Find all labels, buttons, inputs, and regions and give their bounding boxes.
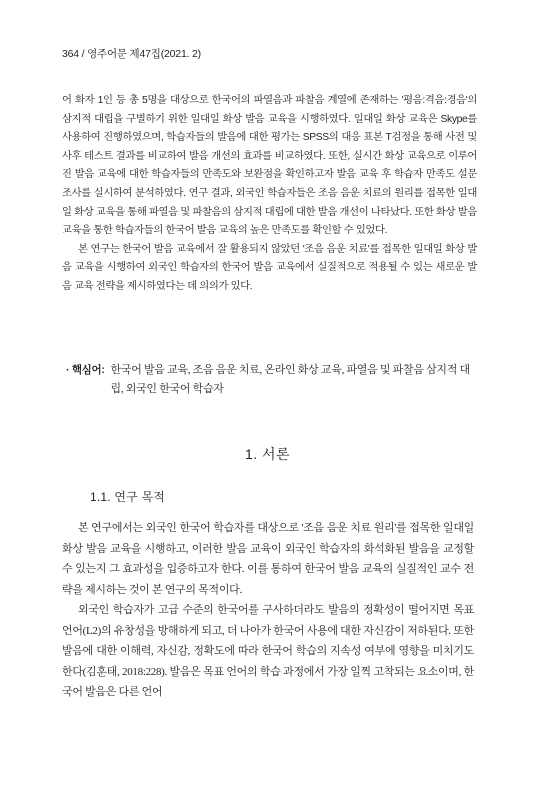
body-paragraph: 외국인 학습자가 고급 수준의 한국어를 구사하더라도 발음의 정확성이 떨어지면 목표 언어(L2)의 유창성을 방해하게 되고, 더 나아가 한국어 사용에 대한 자신감이 저하된다. 또한 발음에 대한 이해력, 자신감, 정확도에 따라 한국어 학습의 지속성 여부에 영향을 미치기도 한다(김훈태, 2018:228). 발음은 목표 언어의 학습 과정에서 가장 일찍 고착되는 요소이며, 한국어 발음은 다른 언어 — [62, 604, 474, 698]
keywords-label: · 핵심어: — [66, 364, 105, 376]
running-header: 364 / 영주어문 제47집(2021. 2) — [62, 48, 201, 60]
subsection-heading: 1.1. 연구 목적 — [90, 490, 166, 504]
keywords-block — [66, 361, 478, 399]
abstract-paragraph: 어 화자 1인 등 총 5명을 대상으로 한국어의 파열음과 파찰음 계열에 존재하는 '평음:격음:경음'의 삼지적 대립을 구별하기 위한 일대일 화상 발음 교육을 시행하였다. 일대일 화상 교육은 Skype를 사용하여 진행하였으며, 학습자들의 발음에 대한 평가는 SPSS의 대응 표본 T검정을 통해 사전 및 사후 테스트 결과를 비교하여 발음 개선의 효과를 비교하였다. 또한, 실시간 화상 교육으로 이루어진 발음 교육에 대한 학습자들의 만족도와 보완점을 확인하고자 발음 교육 후 학습자 만족도 설문 조사를 실시하여 분석하였다. 연구 결과, 외국인 학습자들은 조음 음운 치료의 원리를 접목한 일대일 화상 교육을 통해 파열음 및 파찰음의 삼지적 대립에 대한 발음 개선이 나타났다. 또한 화상 발음 교육을 통한 학습자들의 한국어 발음 교육의 높은 만족도를 확인할 수 있었다. — [62, 95, 477, 237]
abstract-paragraph: 본 연구는 한국어 발음 교육에서 잘 활용되지 않았던 '조음 음운 치료'를 접목한 일대일 화상 발음 교육을 시행하여 외국인 학습자의 한국어 발음 교육에서 실질적으로 적용될 수 있는 새로운 발음 교육 전략을 제시하였다는 데 의의가 있다. — [62, 243, 477, 292]
body-text-block — [62, 518, 474, 703]
abstract-block — [62, 92, 477, 297]
section-heading: 1. 서론 — [244, 446, 291, 462]
body-paragraph: 본 연구에서는 외국인 한국어 학습자를 대상으로 '조음 음운 치료 원리'를 접목한 일대일 화상 발음 교육을 시행하고, 이러한 발음 교육이 외국인 학습자의 화석화된 발음을 교정할 수 있는지 그 효과성을 입증하고자 한다. 이를 통하여 한국어 발음 교육의 실질적인 교수 전략을 제시하는 것이 본 연구의 목적이다. — [62, 522, 474, 596]
keywords-text: 한국어 발음 교육, 조음 음운 치료, 온라인 화상 교육, 파열음 및 파찰음 삼지적 대립, 외국인 한국어 학습자 — [110, 364, 470, 395]
